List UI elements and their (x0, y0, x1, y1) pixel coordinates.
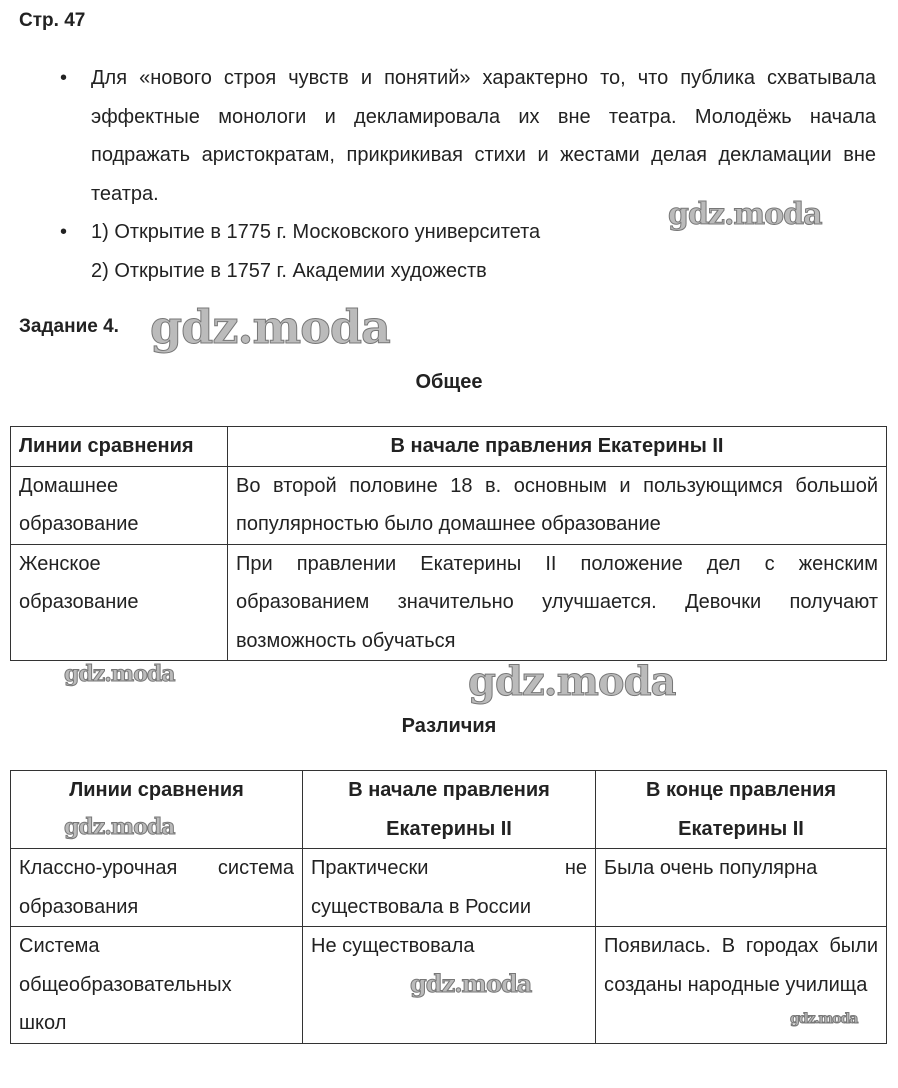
table-cell: Система общеобразовательных школ (11, 927, 303, 1044)
table-cell: Не существовала (303, 927, 596, 1044)
table-row (11, 849, 887, 927)
table-header: В начале правления Екатерины II (303, 771, 596, 849)
table-cell: Женское образование (11, 544, 228, 661)
table-header: Линии сравнения (11, 427, 228, 467)
watermark-logo: gdz.moda (668, 197, 822, 232)
table-cell: Домашнее образование (11, 466, 228, 544)
table-row (11, 544, 887, 661)
watermark-logo: gdz.moda (468, 658, 676, 705)
watermark-logo: gdz.moda (150, 300, 390, 354)
table-row (11, 466, 887, 544)
task-title: Задание 4. (19, 316, 119, 337)
table2-caption: Различия (401, 715, 497, 737)
bullet-item: • 1) Открытие в 1775 г. Московского университета 2) Открытие в 1757 г. Академии художеств (60, 213, 876, 290)
table-cell: Во второй половине 18 в. основным и пользующимся большой популярностью было домашнее образование (228, 466, 887, 544)
table-cell: Была очень популярна (596, 849, 887, 927)
bullet-icon: • (60, 67, 68, 89)
table-cell: Классно-урочная система образования (11, 849, 303, 927)
watermark-logo: gdz.moda (64, 661, 175, 687)
watermark-logo: gdz.moda (790, 1011, 858, 1027)
watermark-logo: gdz.moda (410, 969, 532, 998)
table-cell: Появилась. В городах были созданы народные училища (596, 927, 887, 1044)
table-header: В начале правления Екатерины II (228, 427, 887, 467)
table-cell: При правлении Екатерины II положение дел с женским образованием значительно улучшается. Девочки получают возможность обучаться (228, 544, 887, 661)
table1-caption: Общее (415, 371, 483, 393)
page-number: Стр. 47 (19, 10, 86, 31)
table-header: Линии сравнения (11, 771, 303, 849)
bullet-item: • Для «нового строя чувств и понятий» характерно то, что публика схватывала эффектные монологи и декламировала их вне театра. Молодёжь начала подражать аристократам, прикрикивая стихи и жестами делая декламации вне театра. (60, 59, 876, 213)
common-table (10, 426, 887, 661)
differences-table (10, 770, 887, 1044)
table-cell: Практически не существовала в России (303, 849, 596, 927)
table-row (11, 927, 887, 1044)
table-header: В конце правления Екатерины II (596, 771, 887, 849)
bullet-icon: • (60, 221, 68, 243)
watermark-logo: gdz.moda (64, 814, 175, 840)
